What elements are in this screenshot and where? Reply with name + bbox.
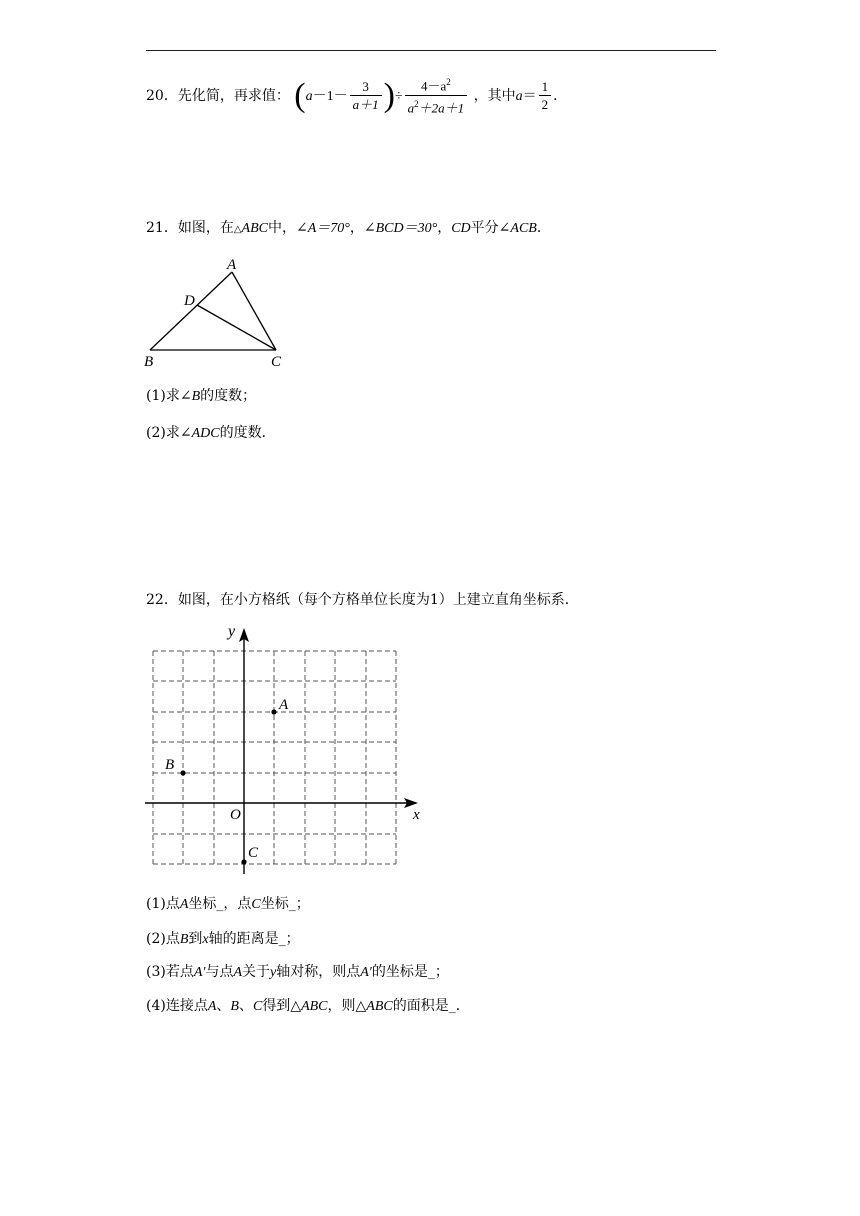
point-a — [271, 709, 276, 714]
q21-sub1: (1)求∠B的度数； — [146, 388, 257, 404]
label-d: D — [184, 293, 195, 309]
point-a-label: A — [279, 697, 289, 713]
top-rule — [146, 50, 716, 51]
label-a: A — [227, 257, 237, 273]
y-axis-label: y — [228, 623, 236, 640]
point-b — [180, 770, 185, 775]
triangle-figure — [140, 254, 300, 372]
q22-sub2: (2)点B到x轴的距离是_； — [146, 931, 300, 947]
question-22: 22．如图，在小方格纸（每个方格单位长度为1）上建立直角坐标系． — [146, 592, 579, 608]
grid-lines — [153, 651, 396, 864]
q22-sub3: (3)若点A′与点A关于y轴对称，则点A′的坐标是_； — [146, 964, 449, 980]
coordinate-grid-figure — [140, 618, 440, 874]
q22-sub1: (1)点A坐标_，点C坐标_； — [146, 896, 310, 912]
origin-label: O — [230, 807, 241, 823]
q20-expression: (a－1－ $\frac{3}{a+1}$ )÷ $\frac{4-a^2}{a^2+2a+1}$ — [294, 88, 473, 104]
question-20: 20．先化简，再求值： (a－1－ $\frac{3}{a+1}$ )÷ $\frac{4-a^2}{a^2+2a+1}$ ，其中a＝ $\frac{1}{2}$ ． — [146, 74, 567, 118]
q20-lead: 先化简，再求值： — [177, 87, 290, 104]
point-c — [241, 859, 246, 864]
segment-ac — [232, 272, 276, 350]
q20-number: 20． — [146, 87, 178, 104]
question-21: 21．如图，在△ABC中，∠A＝70°，∠BCD＝30°，CD平分∠ACB． — [146, 220, 551, 236]
q20-tail: ，其中 — [473, 87, 516, 104]
given-fraction: $\frac{1}{2}$ — [539, 78, 552, 113]
x-axis-label: x — [413, 807, 420, 823]
label-b: B — [144, 354, 154, 370]
point-b-label: B — [165, 757, 175, 773]
fraction-2: $\frac{4-a^2}{a^2+2a+1}$ — [405, 74, 468, 118]
label-c: C — [271, 354, 282, 370]
segment-ba — [150, 272, 232, 350]
q22-sub4: (4)连接点A、B、C得到△ABC，则△ABC的面积是_． — [146, 998, 470, 1014]
segment-dc — [197, 305, 276, 350]
q21-sub2: (2)求∠ADC的度数． — [146, 425, 276, 441]
point-c-label: C — [248, 845, 259, 861]
fraction-1: $\frac{3}{a+1}$ — [350, 78, 382, 113]
